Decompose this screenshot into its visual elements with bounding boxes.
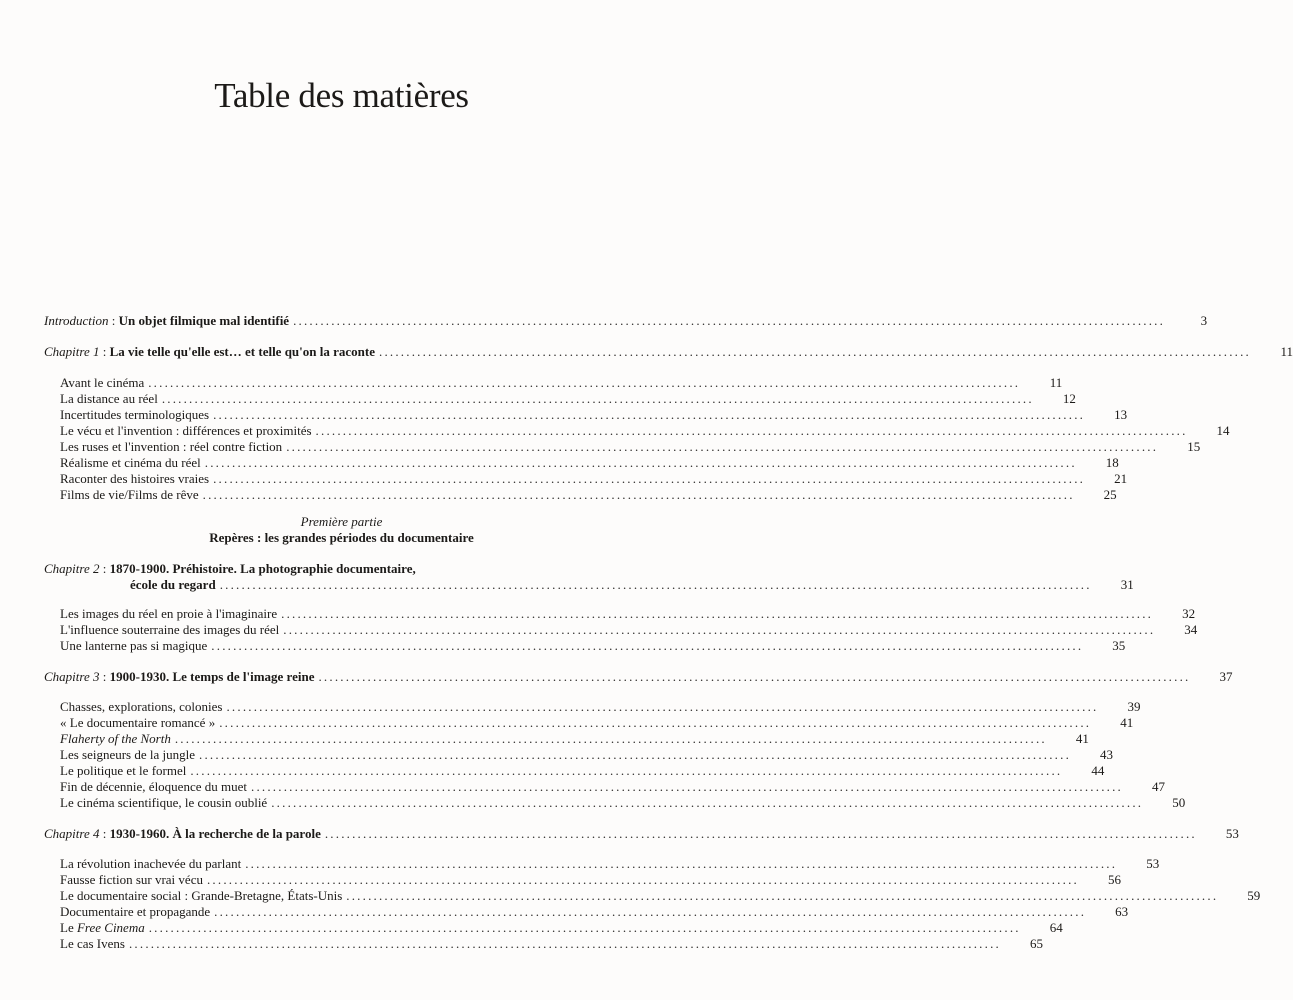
toc-section[interactable] (60, 763, 1105, 779)
toc-entry-introduction[interactable] (44, 313, 1208, 329)
toc-section[interactable] (60, 731, 1089, 747)
page-title: Table des matières (214, 76, 469, 115)
page-number: 35 (1112, 638, 1126, 653)
entry-title: Un objet filmique mal identifié (118, 313, 290, 328)
section-label: Raconter des histoires vraies (60, 471, 210, 486)
dot-leader: ................................................................................................................................................................ (293, 313, 1166, 328)
section-label: Les seigneurs de la jungle (60, 747, 196, 762)
dot-leader: ................................................................................................................................................................ (190, 763, 1063, 778)
section-label: La révolution inachevée du parlant (60, 856, 242, 871)
page-number: 59 (1247, 888, 1261, 903)
dot-leader: ................................................................................................................................................................ (199, 747, 1072, 762)
page-number: 53 (1225, 826, 1239, 841)
dot-leader: ................................................................................................................................................................ (148, 920, 1021, 935)
section-label: Fin de décennie, éloquence du muet (60, 779, 247, 794)
entry-title: La vie telle qu'elle est… et telle qu'on la raconte (109, 344, 375, 359)
dot-leader: ................................................................................................................................................................ (281, 606, 1154, 621)
section-label: Le cinéma scientifique, le cousin oublié (60, 795, 268, 810)
entry-separator: : (99, 561, 110, 576)
section-label: Le vécu et l'invention : différences et proximités (60, 423, 312, 438)
page-number: 50 (1172, 795, 1186, 810)
entry-prefix: Chapitre 4 (44, 826, 100, 841)
section-label-text: Le (60, 920, 77, 935)
dot-leader: ................................................................................................................................................................ (148, 375, 1021, 390)
section-label (60, 920, 145, 936)
entry-separator: : (108, 313, 119, 328)
section-label: Le documentaire social : Grande-Bretagne, États-Unis (60, 888, 343, 903)
dot-leader: ................................................................................................................................................................ (213, 407, 1086, 422)
toc-entry-chapter-1[interactable] (44, 344, 1293, 360)
dot-leader: ................................................................................................................................................................ (324, 826, 1197, 841)
dot-leader: ................................................................................................................................................................ (214, 904, 1087, 919)
page-number: 3 (1200, 313, 1208, 328)
dot-leader: ................................................................................................................................................................ (174, 731, 1047, 746)
toc-section[interactable] (60, 606, 1196, 622)
page-number: 13 (1114, 407, 1128, 422)
page-number: 41 (1120, 715, 1134, 730)
toc-section[interactable] (60, 471, 1128, 487)
dot-leader: ................................................................................................................................................................ (271, 795, 1144, 810)
toc-section[interactable] (60, 439, 1201, 455)
section-label: Fausse fiction sur vrai vécu (60, 872, 203, 887)
page-number: 21 (1114, 471, 1128, 486)
section-label: Films de vie/Films de rêve (60, 487, 199, 502)
page-number: 47 (1152, 779, 1165, 794)
entry-label (44, 313, 289, 329)
page-number: 25 (1103, 487, 1117, 502)
dot-leader: ................................................................................................................................................................ (346, 888, 1219, 903)
page-number: 53 (1146, 856, 1160, 871)
toc-section[interactable] (60, 904, 1129, 920)
toc-entry-chapter-2[interactable] (44, 561, 600, 577)
dot-leader: ................................................................................................................................................................ (251, 779, 1123, 794)
page-number: 37 (1219, 669, 1233, 684)
entry-title: 1930-1960. À la recherche de la parole (109, 826, 321, 841)
section-label: Les images du réel en proie à l'imaginaire (60, 606, 278, 621)
toc-section[interactable] (60, 872, 1121, 888)
dot-leader: ................................................................................................................................................................ (245, 856, 1118, 871)
section-label: Avant le cinéma (60, 375, 145, 390)
entry-separator: : (99, 344, 110, 359)
toc-section[interactable] (60, 715, 1134, 731)
section-label: Flaherty of the North (60, 731, 171, 746)
entry-label (44, 561, 416, 577)
section-label: La distance au réel (60, 391, 158, 406)
entry-label (44, 669, 314, 685)
entry-label (44, 344, 375, 360)
dot-leader: ................................................................................................................................................................ (315, 423, 1188, 438)
page-number: 14 (1216, 423, 1230, 438)
page-number: 63 (1115, 904, 1129, 919)
page-number: 31 (1120, 577, 1134, 592)
section-label: « Le documentaire romancé » (60, 715, 216, 730)
entry-title-continued: école du regard (130, 577, 216, 592)
dot-leader: ................................................................................................................................................................ (204, 455, 1077, 470)
dot-leader: ................................................................................................................................................................ (219, 715, 1092, 730)
toc-section[interactable] (60, 888, 1261, 904)
entry-prefix: Chapitre 2 (44, 561, 100, 576)
entry-prefix: Chapitre 1 (44, 344, 100, 359)
entry-separator: : (99, 826, 110, 841)
dot-leader: ................................................................................................................................................................ (206, 872, 1079, 887)
page-number: 65 (1029, 936, 1043, 951)
toc-section[interactable] (60, 779, 1165, 795)
entry-label (44, 826, 321, 842)
toc-section[interactable] (60, 622, 1198, 638)
dot-leader: ................................................................................................................................................................ (202, 487, 1075, 502)
section-label: Réalisme et cinéma du réel (60, 455, 201, 470)
toc-section[interactable] (60, 920, 1063, 936)
toc-entry-chapter-4[interactable] (44, 826, 1239, 842)
dot-leader: ................................................................................................................................................................ (379, 344, 1251, 359)
section-label: Le politique et le formel (60, 763, 187, 778)
toc-section[interactable] (60, 407, 1128, 423)
dot-leader: ................................................................................................................................................................ (286, 439, 1159, 454)
entry-title: 1870-1900. Préhistoire. La photographie documentaire, (109, 561, 416, 576)
section-label-italic: Free Cinema (76, 920, 145, 935)
section-label: L'influence souterraine des images du réel (60, 622, 280, 637)
toc-section[interactable] (60, 455, 1119, 471)
page-number: 32 (1182, 606, 1196, 621)
dot-leader: ................................................................................................................................................................ (283, 622, 1156, 637)
page-number: 56 (1107, 872, 1121, 887)
toc-section[interactable] (60, 375, 1063, 391)
dot-leader: ................................................................................................................................................................ (226, 699, 1099, 714)
dot-leader: ................................................................................................................................................................ (128, 936, 1001, 951)
toc-section[interactable] (60, 699, 1141, 715)
page-number: 64 (1049, 920, 1063, 935)
page-number: 12 (1062, 391, 1076, 406)
entry-prefix: Introduction (44, 313, 109, 328)
toc-section[interactable] (60, 856, 1160, 872)
dot-leader: ................................................................................................................................................................ (161, 391, 1034, 406)
section-label: Incertitudes terminologiques (60, 407, 210, 422)
dot-leader: ................................................................................................................................................................ (213, 471, 1086, 486)
toc-entry-chapter-3[interactable] (44, 669, 1233, 685)
section-label: Documentaire et propagande (60, 904, 211, 919)
page-number: 15 (1187, 439, 1201, 454)
page-number: 18 (1105, 455, 1119, 470)
section-label: Le cas Ivens (60, 936, 125, 951)
dot-leader: ................................................................................................................................................................ (219, 577, 1092, 592)
toc-section[interactable] (60, 423, 1230, 439)
entry-separator: : (99, 669, 110, 684)
toc-section[interactable] (60, 936, 1043, 952)
toc-section[interactable] (60, 487, 1117, 503)
toc-entry-chapter-2-cont[interactable] (130, 577, 1134, 593)
page-number: 11 (1049, 375, 1063, 390)
section-label: Une lanterne pas si magique (60, 638, 208, 653)
page-number: 34 (1184, 622, 1198, 637)
page-number: 11 (1280, 344, 1293, 359)
dot-leader: ................................................................................................................................................................ (211, 638, 1084, 653)
entry-title: 1900-1930. Le temps de l'image reine (109, 669, 315, 684)
page-number: 39 (1127, 699, 1141, 714)
entry-prefix: Chapitre 3 (44, 669, 100, 684)
section-label: Chasses, explorations, colonies (60, 699, 223, 714)
toc-section[interactable] (60, 638, 1126, 654)
dot-leader: ................................................................................................................................................................ (318, 669, 1191, 684)
page-number: 41 (1075, 731, 1089, 746)
page-number: 43 (1100, 747, 1114, 762)
part-name: Première partie (300, 514, 383, 529)
toc-section[interactable] (60, 747, 1114, 763)
toc-section[interactable] (60, 795, 1186, 811)
part-title: Repères : les grandes périodes du documentaire (209, 530, 474, 545)
toc-section[interactable] (60, 391, 1076, 407)
section-label: Les ruses et l'invention : réel contre fiction (60, 439, 283, 454)
page-number: 44 (1091, 763, 1105, 778)
